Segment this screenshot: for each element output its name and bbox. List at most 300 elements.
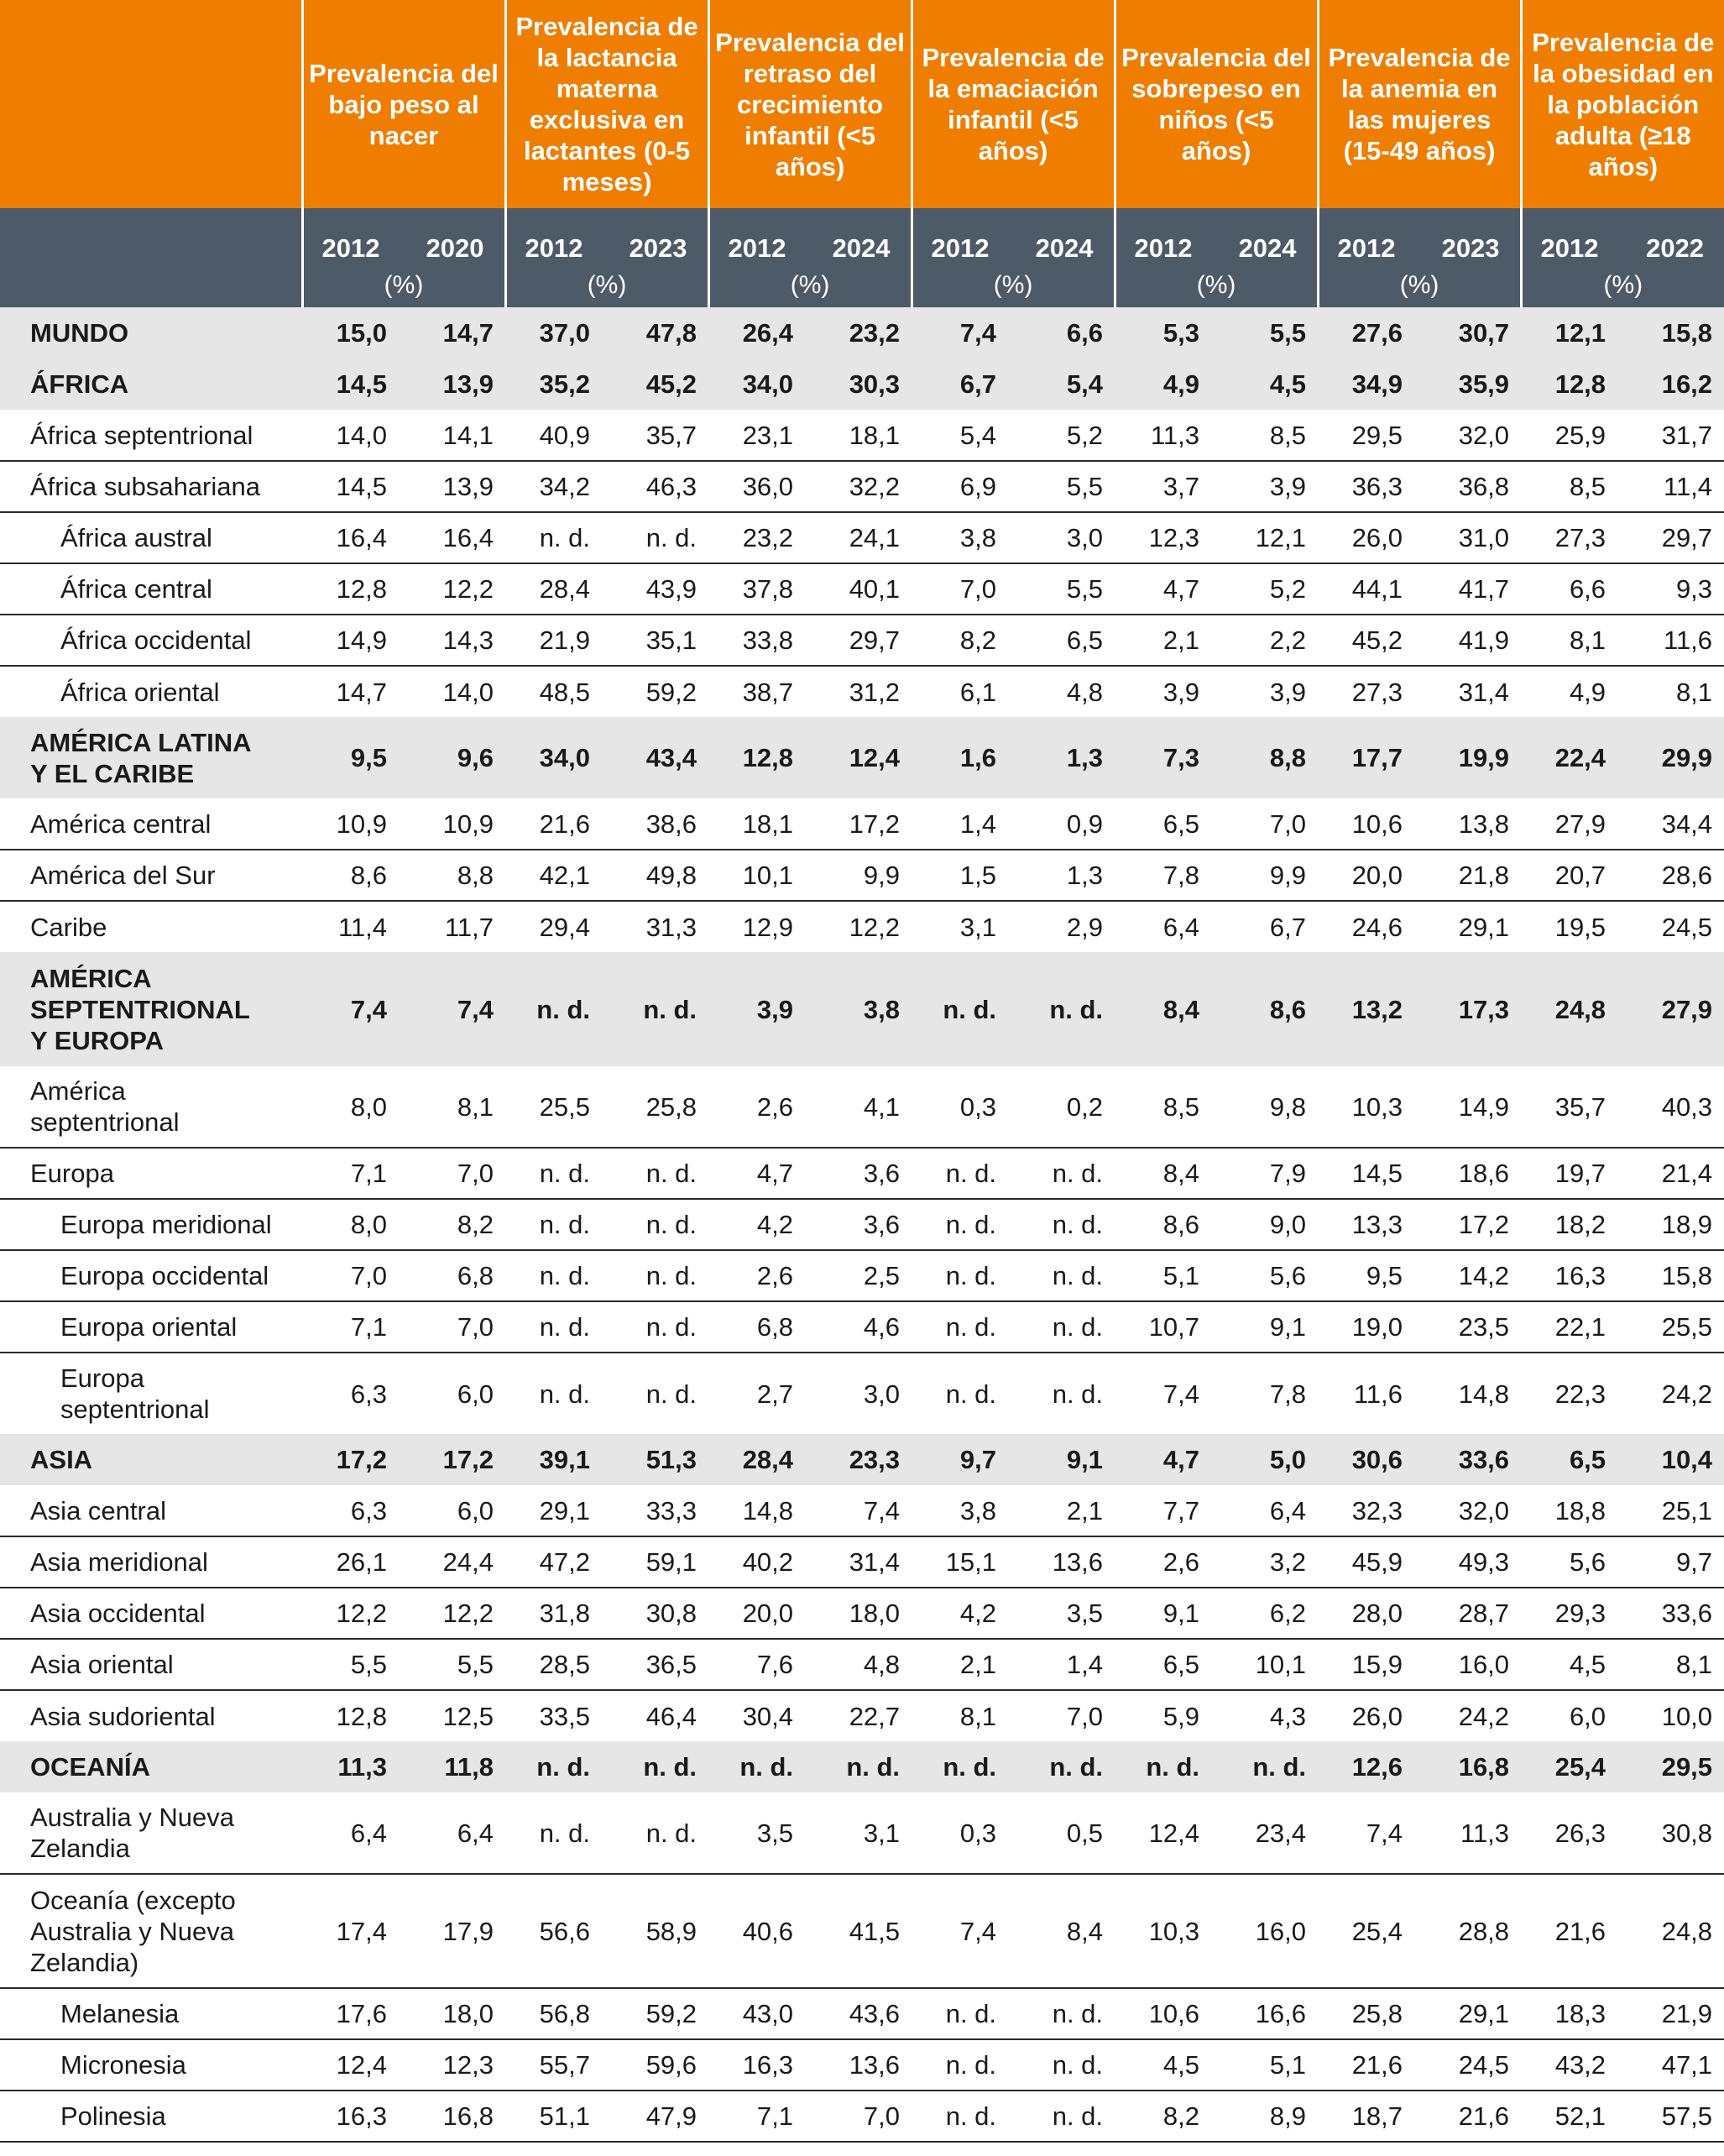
cell-value: 14,3: [405, 615, 505, 666]
cell-value: 2,9: [1066, 912, 1104, 942]
cell-value: 29,4: [539, 912, 591, 942]
cell-value: n. d.: [1015, 1250, 1115, 1301]
cell-value: 6,3: [350, 1379, 387, 1409]
cell-value: 7,3: [1115, 717, 1218, 798]
cell-value: 33,8: [708, 615, 812, 666]
table-row: [0, 1588, 1724, 1639]
year-header: 2024: [812, 208, 912, 264]
cell-value: n. d.: [505, 1199, 609, 1250]
cell-value: n. d.: [1015, 1741, 1115, 1792]
cell-value: 1,5: [912, 850, 1015, 901]
year-header: 2012: [505, 208, 609, 264]
cell-value: 29,5: [1318, 410, 1421, 461]
table-row: [0, 512, 1724, 563]
cell-value: 17,6: [302, 1988, 405, 2039]
cell-value: 4,5: [1218, 358, 1318, 410]
cell-value: 41,7: [1421, 563, 1521, 615]
row-label: AMÉRICA LATINA Y EL CARIBE: [0, 717, 302, 798]
cell-value: 7,4: [912, 307, 1015, 358]
cell-value: 46,4: [645, 1701, 697, 1731]
cell-value: 2,1: [912, 1639, 1015, 1690]
cell-value: 3,9: [708, 952, 812, 1066]
cell-value: 28,6: [1624, 850, 1724, 901]
cell-value: 30,4: [742, 1701, 794, 1731]
cell-value: n. d.: [645, 1379, 697, 1409]
cell-value: 12,9: [742, 912, 794, 942]
row-label: Australia y Nueva Zelandia: [0, 1792, 302, 1874]
cell-value: 14,2: [1421, 1250, 1521, 1301]
cell-value: n. d.: [912, 2039, 1015, 2091]
unit-header: (%): [912, 264, 1115, 307]
cell-value: 12,4: [812, 717, 912, 798]
region-row: [0, 717, 1724, 798]
cell-value: 26,1: [302, 1536, 405, 1588]
cell-value: 20,7: [1521, 850, 1624, 901]
year-header: 2024: [1218, 208, 1318, 264]
cell-value: 26,3: [1521, 1792, 1624, 1874]
cell-value: 24,6: [1351, 912, 1403, 942]
cell-value: 34,4: [1624, 798, 1724, 850]
cell-value: 16,0: [1421, 1639, 1521, 1690]
cell-value: 14,5: [302, 358, 405, 410]
cell-value: 19,9: [1421, 717, 1521, 798]
cell-value: 6,1: [959, 677, 997, 707]
cell-value: 59,1: [609, 1536, 708, 1588]
cell-value: 8,5: [1521, 461, 1624, 512]
cell-value: 12,2: [405, 563, 505, 615]
cell-value: 28,8: [1421, 1874, 1521, 1988]
year-header: 2012: [302, 208, 405, 264]
cell-value: 36,0: [708, 461, 812, 512]
cell-value: 20,0: [1318, 850, 1421, 901]
cell-value: 11,6: [1624, 615, 1724, 666]
cell-value: 12,2: [849, 912, 901, 942]
row-label: América central: [0, 798, 302, 850]
cell-value: 35,2: [505, 358, 609, 410]
cell-value: 36,5: [609, 1639, 708, 1690]
cell-value: 9,1: [1015, 1434, 1115, 1485]
cell-value: 4,8: [1066, 677, 1104, 707]
cell-value: 9,0: [1218, 1199, 1318, 1250]
cell-value: 8,8: [1218, 717, 1318, 798]
table-row: [0, 1250, 1724, 1301]
cell-value: 14,1: [405, 410, 505, 461]
cell-value: 36,3: [1318, 461, 1421, 512]
row-label: AMÉRICA SEPTENTRIONAL Y EUROPA: [0, 952, 302, 1066]
cell-value: 15,1: [912, 1536, 1015, 1588]
cell-value: 11,4: [337, 912, 387, 942]
cell-value: 4,9: [1569, 677, 1606, 707]
cell-value: 24,1: [812, 512, 912, 563]
table-row: [0, 2091, 1724, 2142]
region-row: [0, 358, 1724, 410]
row-label: Oceanía (excepto Australia y Nueva Zelandia): [0, 1874, 302, 1988]
unit-header: (%): [302, 264, 505, 307]
cell-value: 28,5: [505, 1639, 609, 1690]
cell-value: 31,0: [1421, 512, 1521, 563]
table-header: [0, 0, 1724, 307]
row-label: Europa: [0, 1148, 302, 1199]
cell-value: 43,2: [1521, 2039, 1624, 2091]
row-label: África central: [0, 563, 302, 615]
cell-value: 21,9: [505, 615, 609, 666]
region-row: [0, 307, 1724, 358]
cell-value: 31,4: [1458, 677, 1510, 707]
cell-value: 16,4: [405, 512, 505, 563]
cell-value: 5,0: [1218, 1434, 1318, 1485]
cell-value: 3,2: [1218, 1536, 1318, 1588]
cell-value: 7,1: [302, 1301, 405, 1353]
cell-value: 2,1: [1115, 615, 1218, 666]
cell-value: 43,6: [812, 1988, 912, 2039]
cell-value: 21,6: [505, 798, 609, 850]
cell-value: 8,1: [405, 1066, 505, 1148]
column-group-title: Prevalencia de la emaciación infantil (<5 años): [912, 0, 1115, 208]
cell-value: 13,6: [812, 2039, 912, 2091]
cell-value: 17,4: [302, 1874, 405, 1988]
cell-value: 16,8: [1421, 1741, 1521, 1792]
cell-value: 5,1: [1115, 1250, 1218, 1301]
cell-value: n. d.: [609, 1741, 708, 1792]
cell-value: 35,9: [1421, 358, 1521, 410]
cell-value: 25,4: [1521, 1741, 1624, 1792]
cell-value: 43,9: [609, 563, 708, 615]
column-group-title: Prevalencia del retraso del crecimiento infantil (<5 años): [708, 0, 912, 208]
cell-value: 7,0: [912, 563, 1015, 615]
cell-value: n. d.: [1015, 1199, 1115, 1250]
cell-value: 17,2: [405, 1434, 505, 1485]
row-label: Asia occidental: [0, 1588, 302, 1639]
cell-value: 10,9: [302, 798, 405, 850]
cell-value: 1,3: [1015, 717, 1115, 798]
table-row: [0, 1792, 1724, 1874]
cell-value: 45,2: [609, 358, 708, 410]
cell-value: n. d.: [505, 1148, 609, 1199]
cell-value: 18,8: [1521, 1485, 1624, 1536]
cell-value: 8,4: [1015, 1874, 1115, 1988]
table-row: [0, 850, 1724, 901]
cell-value: 8,4: [1115, 952, 1218, 1066]
cell-value: 45,9: [1318, 1536, 1421, 1588]
cell-value: 31,2: [849, 677, 901, 707]
table-row: [0, 1988, 1724, 2039]
cell-value: 10,3: [1115, 1874, 1218, 1988]
cell-value: 43,0: [708, 1988, 812, 2039]
year-header: 2024: [1015, 208, 1115, 264]
cell-value: 13,8: [1421, 798, 1521, 850]
row-label: África austral: [0, 512, 302, 563]
cell-value: 1,6: [912, 717, 1015, 798]
cell-value: 32,3: [1318, 1485, 1421, 1536]
cell-value: 21,6: [1421, 2091, 1521, 2142]
cell-value: 3,9: [1218, 461, 1318, 512]
cell-value: 6,4: [302, 1792, 405, 1874]
cell-value: 43,4: [609, 717, 708, 798]
cell-value: 11,8: [405, 1741, 505, 1792]
cell-value: n. d.: [912, 1988, 1015, 2039]
cell-value: 6,3: [302, 1485, 405, 1536]
cell-value: n. d.: [912, 1301, 1015, 1353]
cell-value: 48,5: [539, 677, 591, 707]
unit-header: (%): [1115, 264, 1318, 307]
cell-value: 3,6: [812, 1199, 912, 1250]
cell-value: 11,3: [1421, 1792, 1521, 1874]
cell-value: 0,5: [1015, 1792, 1115, 1874]
cell-value: 3,5: [708, 1792, 812, 1874]
cell-value: 4,5: [1521, 1639, 1624, 1690]
cell-value: 4,5: [1115, 2039, 1218, 2091]
cell-value: 56,6: [505, 1874, 609, 1988]
cell-value: 12,8: [1521, 358, 1624, 410]
cell-value: 3,9: [1269, 677, 1307, 707]
cell-value: 7,0: [302, 1250, 405, 1301]
cell-value: 1,3: [1015, 850, 1115, 901]
cell-value: 15,8: [1624, 1250, 1724, 1301]
cell-value: 0,2: [1015, 1066, 1115, 1148]
cell-value: 11,4: [1624, 461, 1724, 512]
region-row: [0, 952, 1724, 1066]
cell-value: 12,5: [442, 1701, 494, 1731]
cell-value: n. d.: [1218, 1741, 1318, 1792]
cell-value: 29,5: [1624, 1741, 1724, 1792]
cell-value: 17,3: [1421, 952, 1521, 1066]
cell-value: 6,4: [1162, 912, 1200, 942]
cell-value: 6,8: [405, 1250, 505, 1301]
column-group-title: Prevalencia de la lactancia materna exclusiva en lactantes (0-5 meses): [505, 0, 708, 208]
cell-value: 12,1: [1218, 512, 1318, 563]
cell-value: 1,4: [912, 798, 1015, 850]
cell-value: 5,9: [1162, 1701, 1200, 1731]
cell-value: 30,7: [1421, 307, 1521, 358]
cell-value: 10,6: [1115, 1988, 1218, 2039]
cell-value: n. d.: [609, 1250, 708, 1301]
cell-value: n. d.: [505, 1301, 609, 1353]
cell-value: 3,8: [912, 1485, 1015, 1536]
year-header: 2012: [912, 208, 1015, 264]
table-row: [0, 798, 1724, 850]
cell-value: 11,3: [302, 1741, 405, 1792]
row-label: ÁFRICA: [0, 358, 302, 410]
cell-value: n. d.: [1015, 1148, 1115, 1199]
table-row: [0, 1690, 1724, 1741]
cell-value: 2,1: [1015, 1485, 1115, 1536]
cell-value: 6,5: [1115, 1639, 1218, 1690]
cell-value: 59,2: [645, 677, 697, 707]
cell-value: n. d.: [1015, 2091, 1115, 2142]
cell-value: 8,1: [1521, 615, 1624, 666]
cell-value: 5,1: [1218, 2039, 1318, 2091]
cell-value: 12,3: [1115, 512, 1218, 563]
cell-value: 4,6: [812, 1301, 912, 1353]
cell-value: 34,0: [708, 358, 812, 410]
year-header: 2023: [609, 208, 708, 264]
row-label: Asia sudoriental: [30, 1701, 216, 1731]
cell-value: 30,8: [1624, 1792, 1724, 1874]
cell-value: 33,6: [1624, 1588, 1724, 1639]
table-row: [0, 901, 1724, 952]
cell-value: n. d.: [1015, 2039, 1115, 2091]
cell-value: 14,0: [442, 677, 494, 707]
table-row: [0, 410, 1724, 461]
cell-value: 26,0: [1351, 1701, 1403, 1731]
cell-value: 39,1: [505, 1434, 609, 1485]
row-label: Caribe: [30, 912, 107, 942]
cell-value: 7,4: [912, 1874, 1015, 1988]
cell-value: 12,8: [302, 563, 405, 615]
cell-value: 34,2: [505, 461, 609, 512]
cell-value: 9,9: [1218, 850, 1318, 901]
table-row: [0, 1485, 1724, 1536]
cell-value: 47,2: [505, 1536, 609, 1588]
table-row: [0, 1353, 1724, 1434]
cell-value: 9,6: [405, 717, 505, 798]
cell-value: 5,5: [405, 1639, 505, 1690]
cell-value: 6,8: [708, 1301, 812, 1353]
unit-header: (%): [1318, 264, 1521, 307]
cell-value: 57,5: [1624, 2091, 1724, 2142]
cell-value: 3,8: [812, 952, 912, 1066]
cell-value: 7,1: [708, 2091, 812, 2142]
cell-value: 8,1: [1624, 1639, 1724, 1690]
cell-value: 47,1: [1624, 2039, 1724, 2091]
row-label: Polinesia: [0, 2091, 302, 2142]
cell-value: 41,9: [1421, 615, 1521, 666]
header-corner: [0, 0, 302, 208]
cell-value: n. d.: [1115, 1741, 1218, 1792]
cell-value: 24,2: [1458, 1701, 1510, 1731]
cell-value: 22,3: [1554, 1379, 1606, 1409]
cell-value: 23,4: [1218, 1792, 1318, 1874]
cell-value: 14,5: [1318, 1148, 1421, 1199]
cell-value: n. d.: [708, 1741, 812, 1792]
year-header: 2022: [1624, 208, 1724, 264]
row-label: África occidental: [0, 615, 302, 666]
cell-value: 10,6: [1318, 798, 1421, 850]
cell-value: n. d.: [912, 1250, 1015, 1301]
cell-value: 29,1: [1458, 912, 1510, 942]
cell-value: 4,1: [812, 1066, 912, 1148]
cell-value: 8,6: [1115, 1199, 1218, 1250]
cell-value: 5,2: [1218, 563, 1318, 615]
cell-value: 3,7: [1115, 461, 1218, 512]
cell-value: 12,1: [1521, 307, 1624, 358]
cell-value: 16,4: [302, 512, 405, 563]
cell-value: 17,7: [1318, 717, 1421, 798]
cell-value: 33,5: [539, 1701, 591, 1731]
cell-value: 17,2: [302, 1434, 405, 1485]
row-label: Asia meridional: [0, 1536, 302, 1588]
cell-value: 23,2: [812, 307, 912, 358]
cell-value: n. d.: [609, 952, 708, 1066]
cell-value: 36,8: [1421, 461, 1521, 512]
cell-value: 31,8: [505, 1588, 609, 1639]
cell-value: 4,9: [1115, 358, 1218, 410]
cell-value: 2,6: [1115, 1536, 1218, 1588]
cell-value: 16,6: [1218, 1988, 1318, 2039]
cell-value: 6,5: [1115, 798, 1218, 850]
cell-value: 15,0: [302, 307, 405, 358]
row-label: Europa meridional: [0, 1199, 302, 1250]
cell-value: 13,9: [405, 358, 505, 410]
cell-value: 25,4: [1318, 1874, 1421, 1988]
cell-value: 7,7: [1115, 1485, 1218, 1536]
cell-value: 6,7: [912, 358, 1015, 410]
cell-value: 11,3: [1115, 410, 1218, 461]
cell-value: 29,3: [1521, 1588, 1624, 1639]
cell-value: 18,9: [1624, 1199, 1724, 1250]
cell-value: 56,8: [505, 1988, 609, 2039]
cell-value: n. d.: [912, 1199, 1015, 1250]
cell-value: 19,0: [1318, 1301, 1421, 1353]
cell-value: 6,4: [1218, 1485, 1318, 1536]
cell-value: 10,9: [405, 798, 505, 850]
cell-value: 26,0: [1318, 512, 1421, 563]
year-header: 2020: [405, 208, 505, 264]
cell-value: 27,3: [1521, 512, 1624, 563]
cell-value: 24,5: [1661, 912, 1713, 942]
cell-value: n. d.: [812, 1741, 912, 1792]
table-row: [0, 1301, 1724, 1353]
cell-value: 37,0: [505, 307, 609, 358]
cell-value: n. d.: [505, 1250, 609, 1301]
cell-value: 6,5: [1015, 615, 1115, 666]
cell-value: 7,0: [1066, 1701, 1104, 1731]
cell-value: 18,7: [1318, 2091, 1421, 2142]
cell-value: 7,8: [1269, 1379, 1307, 1409]
row-label: OCEANÍA: [0, 1741, 302, 1792]
cell-value: n. d.: [912, 2091, 1015, 2142]
cell-value: n. d.: [505, 1741, 609, 1792]
cell-value: 59,6: [609, 2039, 708, 2091]
cell-value: 9,8: [1218, 1066, 1318, 1148]
cell-value: 14,8: [1458, 1379, 1510, 1409]
cell-value: 28,7: [1421, 1588, 1521, 1639]
column-group-title: Prevalencia del bajo peso al nacer: [302, 0, 505, 208]
cell-value: 6,6: [1015, 307, 1115, 358]
cell-value: 44,1: [1318, 563, 1421, 615]
cell-value: 23,3: [812, 1434, 912, 1485]
cell-value: 19,7: [1521, 1148, 1624, 1199]
cell-value: 21,8: [1421, 850, 1521, 901]
cell-value: 21,4: [1624, 1148, 1724, 1199]
cell-value: 7,6: [708, 1639, 812, 1690]
cell-value: 6,7: [1269, 912, 1307, 942]
cell-value: 16,3: [1521, 1250, 1624, 1301]
cell-value: n. d.: [505, 512, 609, 563]
cell-value: 29,9: [1624, 717, 1724, 798]
cell-value: 5,6: [1521, 1536, 1624, 1588]
cell-value: n. d.: [609, 1301, 708, 1353]
cell-value: 4,7: [1115, 563, 1218, 615]
header-years-row: [0, 208, 1724, 264]
cell-value: 23,2: [708, 512, 812, 563]
cell-value: 6,5: [1521, 1434, 1624, 1485]
cell-value: 22,4: [1521, 717, 1624, 798]
cell-value: 3,6: [812, 1148, 912, 1199]
cell-value: n. d.: [505, 1792, 609, 1874]
cell-value: 8,2: [405, 1199, 505, 1250]
year-header: 2023: [1421, 208, 1521, 264]
cell-value: 35,7: [1521, 1066, 1624, 1148]
cell-value: 13,2: [1318, 952, 1421, 1066]
cell-value: 23,5: [1421, 1301, 1521, 1353]
cell-value: 8,5: [1218, 410, 1318, 461]
cell-value: 9,1: [1115, 1588, 1218, 1639]
cell-value: 20,0: [708, 1588, 812, 1639]
table-row: [0, 1148, 1724, 1199]
cell-value: 29,1: [1421, 1988, 1521, 2039]
cell-value: 40,2: [708, 1536, 812, 1588]
